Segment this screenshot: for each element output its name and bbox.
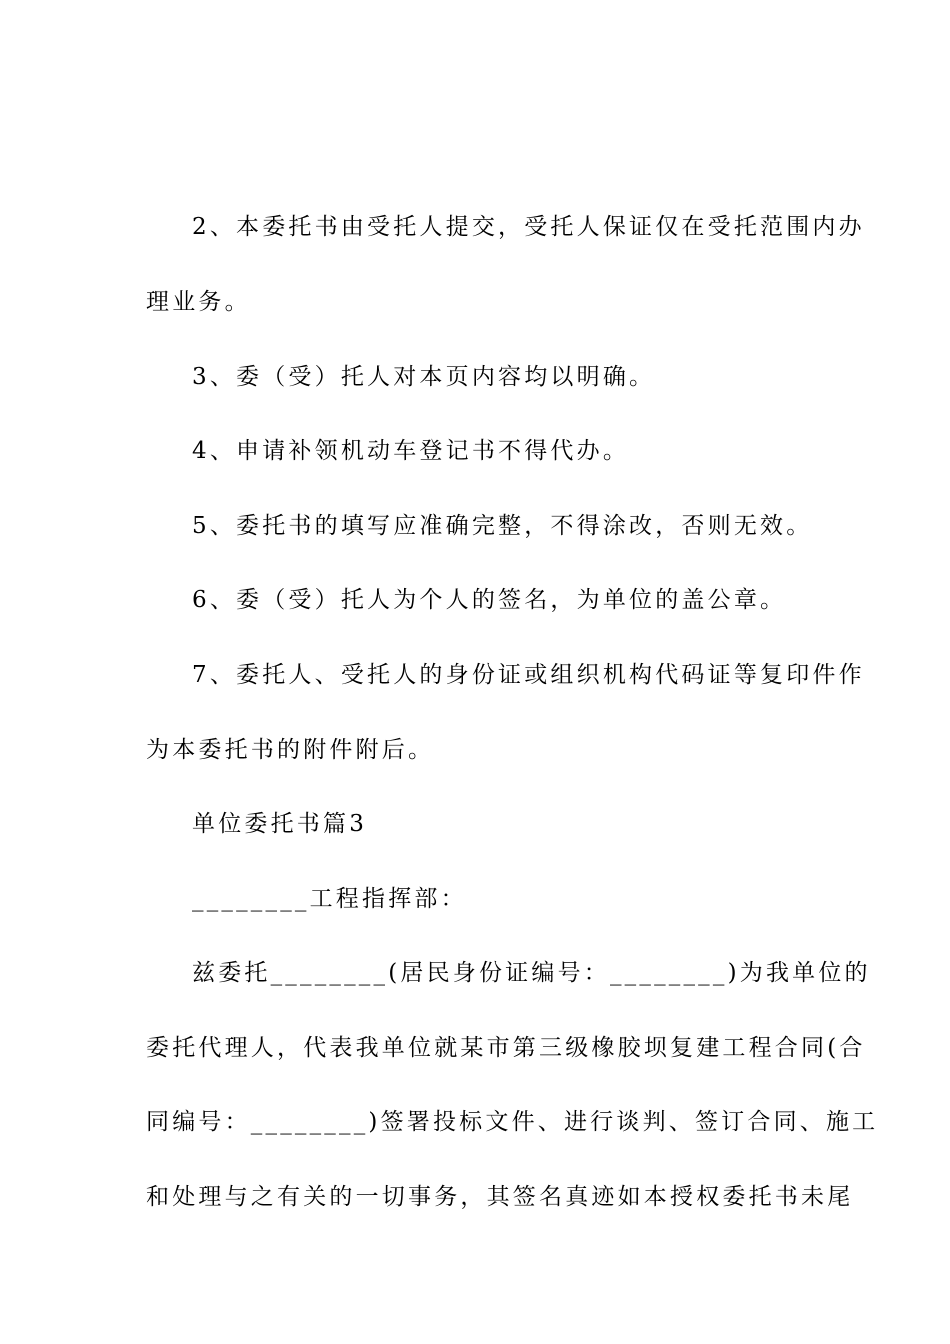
paragraph-line: 为本委托书的附件附后。: [146, 737, 435, 763]
addressee-line: ________工程指挥部：: [192, 886, 467, 912]
paragraph-line: 理业务。: [146, 289, 251, 315]
paragraph-line: 兹委托________(居民身份证编号：________)为我单位的: [192, 960, 871, 986]
paragraph-line: 7、委托人、受托人的身份证或组织机构代码证等复印件作: [192, 662, 865, 688]
paragraph-line: 同编号：________)签署投标文件、进行谈判、签订合同、施工: [146, 1109, 879, 1135]
paragraph-line: 6、委（受）托人为个人的签名，为单位的盖公章。: [192, 587, 787, 613]
paragraph-line: 2、本委托书由受托人提交，受托人保证仅在受托范围内办: [192, 214, 865, 240]
section-heading: 单位委托书篇3: [192, 811, 368, 837]
paragraph-line: 和处理与之有关的一切事务，其签名真迹如本授权委托书未尾: [146, 1184, 854, 1210]
paragraph-line: 委托代理人，代表我单位就某市第三级橡胶坝复建工程合同(合: [146, 1035, 866, 1061]
paragraph-line: 4、申请补领机动车登记书不得代办。: [192, 438, 630, 464]
paragraph-line: 5、委托书的填写应准确完整，不得涂改，否则无效。: [192, 513, 813, 539]
paragraph-line: 3、委（受）托人对本页内容均以明确。: [192, 364, 656, 390]
